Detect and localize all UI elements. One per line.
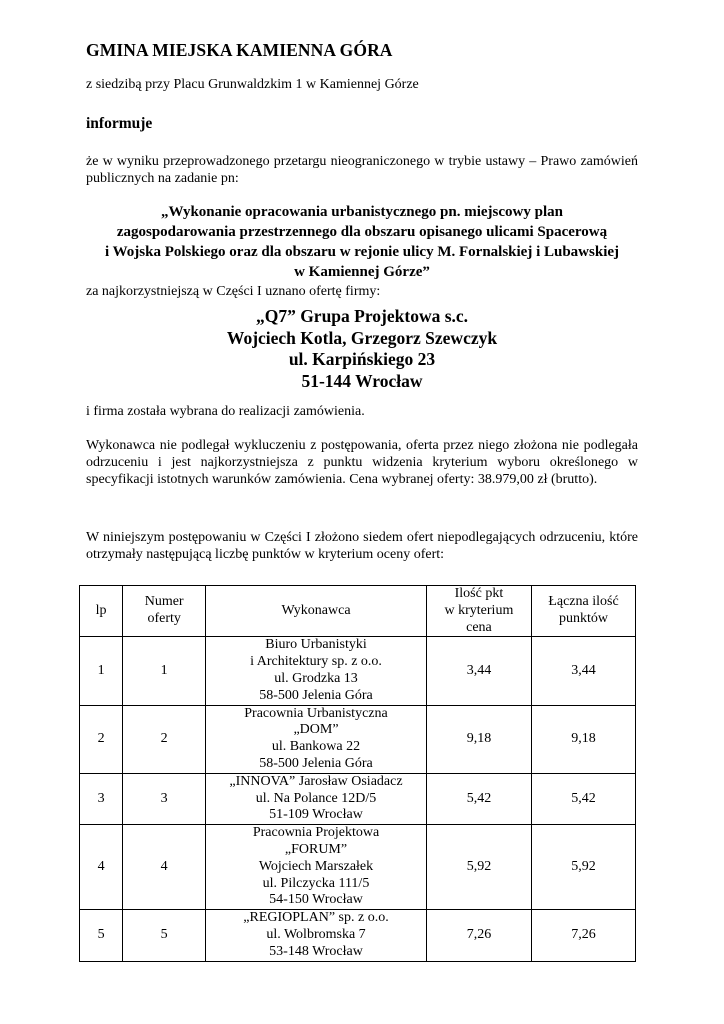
task-title-line: w Kamiennej Górze” — [294, 264, 430, 280]
winning-firm — [86, 306, 638, 392]
cell-lp: 4 — [80, 825, 123, 910]
firm-line: ul. Karpińskiego 23 — [288, 349, 436, 369]
header-total-points: Łączna ilość punktów — [532, 586, 636, 637]
cell-offer-number: 2 — [123, 705, 206, 773]
header-points-price: Ilość pkt w kryterium cena — [426, 586, 531, 637]
cell-contractor: Biuro Urbanistyki i Architektury sp. z o.o. ul. Grodzka 13 58-500 Jelenia Góra — [206, 637, 427, 705]
cell-contractor: Pracownia Urbanistyczna „DOM” ul. Bankowa 22 58-500 Jelenia Góra — [206, 705, 427, 773]
justification-paragraph: Wykonawca nie podlegał wykluczeniu z postępowania, oferta przez niego złożona nie podlegała odrzuceniu i jest najkorzystniejsza z punktu widzenia kryterium wyboru określonego w specyfikacji istotnych warunków zamówienia. Cena wybranej oferty: 38.979,00 zł (brutto). — [86, 438, 638, 488]
cell-points-price: 5,42 — [426, 773, 531, 824]
cell-contractor: Pracownia Projektowa „FORUM” Wojciech Marszałek ul. Pilczycka 111/5 54-150 Wrocław — [206, 825, 427, 910]
cell-points-price: 5,92 — [426, 825, 531, 910]
task-title-line: zagospodarowania przestrzennego dla obszaru opisanego ulicami Spacerową — [116, 224, 608, 240]
table-row — [80, 825, 636, 910]
cell-offer-number: 1 — [123, 637, 206, 705]
cell-offer-number: 5 — [123, 910, 206, 961]
header-offer-number: Numer oferty — [123, 586, 206, 637]
task-title-line: „Wykonanie opracowania urbanistycznego pn. miejscowy plan — [161, 204, 563, 220]
selected-statement: i firma została wybrana do realizacji zamówienia. — [86, 404, 365, 419]
cell-offer-number: 3 — [123, 773, 206, 824]
cell-offer-number: 4 — [123, 825, 206, 910]
subheading: z siedzibą przy Placu Grunwaldzkim 1 w Kamiennej Górze — [86, 77, 419, 92]
results-table — [79, 585, 636, 962]
page-title: GMINA MIEJSKA KAMIENNA GÓRA — [86, 40, 393, 60]
cell-points-price: 9,18 — [426, 705, 531, 773]
cell-contractor: „INNOVA” Jarosław Osiadacz ul. Na Polance 12D/5 51-109 Wrocław — [206, 773, 427, 824]
offers-intro-paragraph: W niniejszym postępowaniu w Części I złożono siedem ofert niepodlegających odrzuceniu, które otrzymały następującą liczbę punktów w kryterium oceny ofert: — [86, 530, 638, 563]
header-contractor: Wykonawca — [206, 586, 427, 637]
task-title-line: i Wojska Polskiego oraz dla obszaru w rejonie ulicy M. Fornalskiej i Lubawskiej — [104, 244, 620, 260]
cell-lp: 1 — [80, 637, 123, 705]
cell-contractor: „REGIOPLAN” sp. z o.o. ul. Wolbromska 7 53-148 Wrocław — [206, 910, 427, 961]
cell-lp: 5 — [80, 910, 123, 961]
cell-points-price: 3,44 — [426, 637, 531, 705]
intro-paragraph: że w wyniku przeprowadzonego przetargu nieograniczonego w trybie ustawy – Prawo zamówień publicznych na zadanie pn: — [86, 154, 638, 187]
cell-lp: 2 — [80, 705, 123, 773]
table-row — [80, 910, 636, 961]
header-lp: lp — [80, 586, 123, 637]
firm-line: „Q7” Grupa Projektowa s.c. — [255, 306, 469, 326]
task-title — [70, 202, 654, 282]
cell-points-price: 7,26 — [426, 910, 531, 961]
informuje-label: informuje — [86, 115, 153, 132]
table-header-row — [80, 586, 636, 637]
table-row — [80, 773, 636, 824]
table-row — [80, 705, 636, 773]
cell-lp: 3 — [80, 773, 123, 824]
cell-total-points: 9,18 — [532, 705, 636, 773]
cell-total-points: 5,42 — [532, 773, 636, 824]
cell-total-points: 7,26 — [532, 910, 636, 961]
table-row — [80, 637, 636, 705]
firm-line: Wojciech Kotla, Grzegorz Szewczyk — [226, 327, 498, 348]
cell-total-points: 5,92 — [532, 825, 636, 910]
best-offer-intro: za najkorzystniejszą w Części I uznano ofertę firmy: — [86, 284, 381, 299]
cell-total-points: 3,44 — [532, 637, 636, 705]
firm-line: 51-144 Wrocław — [301, 370, 423, 391]
